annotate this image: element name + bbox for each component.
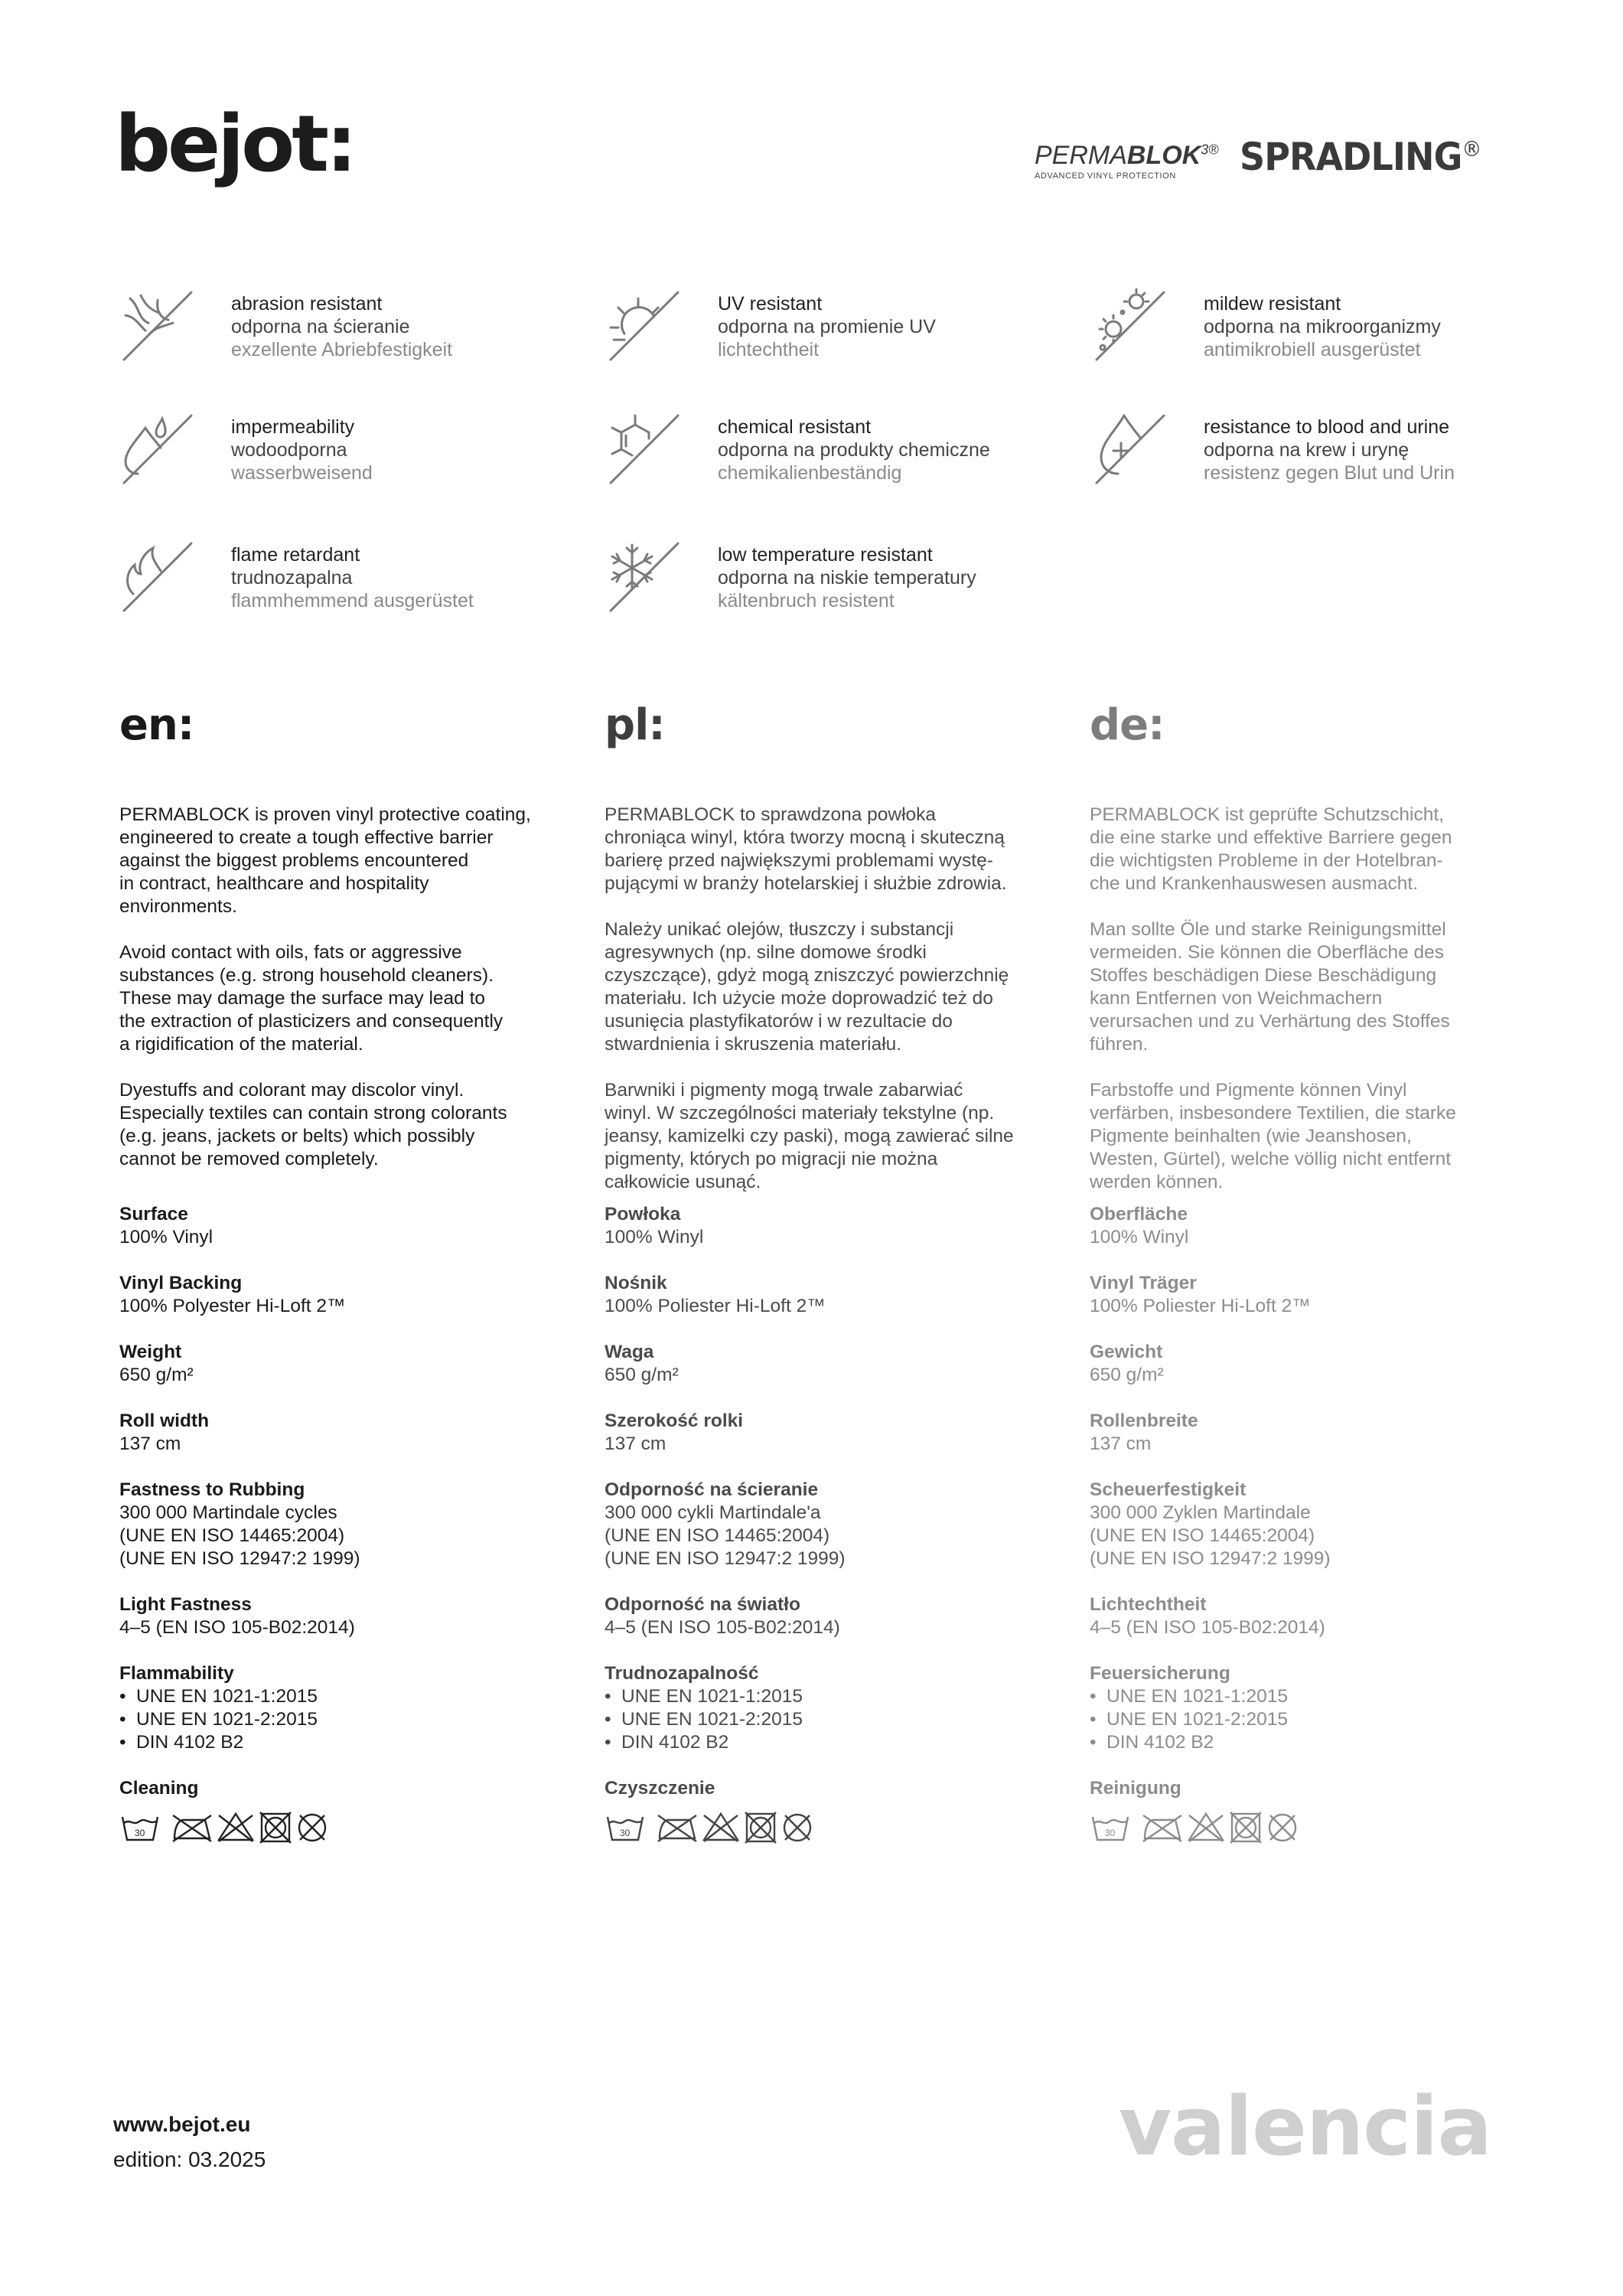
permablok-light: PERMA [1035, 141, 1127, 170]
svg-text:30: 30 [620, 1828, 631, 1838]
spec-heading: Czyszczenie [605, 1778, 715, 1799]
description-paragraph: PERMABLOCK ist geprüfte Schutzschicht, die eine starke und effektive Barriere gegen die wichtigsten Probleme in der Hotelbran- che und Krankenhauswesen ausmacht. [1090, 804, 1452, 894]
do-not-iron-icon [658, 1815, 696, 1841]
spec-roll-width [605, 1410, 1033, 1456]
care-symbols-row [605, 1808, 849, 1846]
do-not-tumble-dry-icon [1230, 1812, 1261, 1843]
spec-cleaning [605, 1777, 1033, 1848]
permablok-bold: BLOK [1126, 141, 1201, 170]
spec-value: 4–5 (EN ISO 105-B02:2014) [1090, 1617, 1325, 1638]
spec-cleaning [119, 1777, 548, 1848]
description-paragraph: Avoid contact with oils, fats or aggressive substances (e.g. strong household cleaners). These may damage the surface may lead to the extraction of plasticizers and consequently a rigidification of the material. [119, 942, 504, 1055]
website-link[interactable]: www.bejot.eu [113, 2112, 251, 2136]
water-drop-icon [115, 408, 199, 492]
flammability-item: • UNE EN 1021-1:2015 [1090, 1685, 1518, 1708]
spec-value: 137 cm [119, 1433, 181, 1454]
spradling-mark: ® [1462, 136, 1481, 161]
flammability-item: • UNE EN 1021-1:2015 [119, 1685, 548, 1708]
spec-surface [119, 1203, 548, 1249]
do-not-dry-clean-icon [299, 1815, 325, 1841]
spec-value: 650 g/m² [1090, 1365, 1164, 1385]
spec-surface [605, 1203, 1033, 1249]
spec-heading: Waga [605, 1342, 654, 1362]
feature-de: resistenz gegen Blut und Urin [1204, 462, 1455, 484]
column-de [1090, 700, 1518, 1217]
feature-pl: trudnozapalna [231, 567, 353, 589]
spec-value: 100% Winyl [1090, 1227, 1189, 1247]
blood-drop-icon [1087, 408, 1172, 492]
specs-de [1090, 1203, 1518, 1848]
feature-pl: odporna na niskie temperatury [718, 567, 976, 589]
flammability-item: • DIN 4102 B2 [1090, 1731, 1518, 1754]
spec-heading: Roll width [119, 1411, 210, 1431]
spec-weight [119, 1341, 548, 1387]
spec-heading: Szerokość rolki [605, 1411, 744, 1431]
spradling-logo [1240, 135, 1481, 179]
feature-en: chemical resistant [718, 416, 872, 438]
spec-light [119, 1593, 548, 1639]
spec-backing [1090, 1272, 1518, 1318]
spec-heading: Powłoka [605, 1204, 681, 1225]
spec-roll-width [1090, 1410, 1518, 1456]
flammability-item: • UNE EN 1021-2:2015 [119, 1708, 548, 1731]
spec-heading: Rollenbreite [1090, 1411, 1198, 1431]
language-label: de: [1090, 700, 1165, 750]
spec-flammability [605, 1662, 1033, 1754]
feature-de: flammhemmend ausgerüstet [231, 590, 474, 612]
feature-flame [115, 536, 543, 620]
specs-en [119, 1203, 548, 1848]
spec-heading: Fastness to Rubbing [119, 1479, 305, 1500]
permablok-logo [1035, 141, 1219, 181]
feature-uv [601, 285, 1030, 369]
do-not-bleach-icon [704, 1814, 738, 1841]
feature-pl: odporna na ścieranie [231, 316, 410, 338]
do-not-dry-clean-icon [1269, 1815, 1295, 1841]
flammability-item: • UNE EN 1021-2:2015 [605, 1708, 1033, 1731]
spec-backing [119, 1272, 548, 1318]
snowflake-icon [601, 536, 686, 620]
spec-heading: Vinyl Backing [119, 1273, 243, 1293]
spec-value: 300 000 cykli Martindale'a (UNE EN ISO 14465:2004) (UNE EN ISO 12947:2 1999) [605, 1502, 846, 1569]
flammability-item: • DIN 4102 B2 [605, 1731, 1033, 1754]
care-symbols [1090, 1808, 1518, 1848]
specs-pl [605, 1203, 1033, 1848]
spec-heading: Weight [119, 1342, 182, 1362]
spec-rubbing [605, 1479, 1033, 1570]
feature-mildew [1087, 285, 1516, 369]
feature-pl: odporna na krew i urynę [1204, 439, 1410, 461]
spec-rubbing [1090, 1479, 1518, 1570]
feature-en: abrasion resistant [231, 293, 383, 315]
do-not-dry-clean-icon [784, 1815, 810, 1841]
do-not-iron-icon [1143, 1815, 1181, 1841]
feature-en: mildew resistant [1204, 293, 1341, 315]
spec-heading: Vinyl Träger [1090, 1273, 1197, 1293]
product-name: valencia [1118, 2079, 1491, 2174]
feature-pl: odporna na mikroorganizmy [1204, 316, 1441, 338]
spec-heading: Nośnik [605, 1273, 667, 1293]
do-not-wash-icon [122, 1817, 158, 1840]
feature-low-temperature [601, 536, 1030, 620]
spec-value: 300 000 Zyklen Martindale (UNE EN ISO 14465:2004) (UNE EN ISO 12947:2 1999) [1090, 1502, 1331, 1569]
spec-value: 300 000 Martindale cycles (UNE EN ISO 14465:2004) (UNE EN ISO 12947:2 1999) [119, 1502, 360, 1569]
spec-flammability [119, 1662, 548, 1754]
description-paragraph: Barwniki i pigmenty mogą trwale zabarwiać winyl. W szczególności materiały tekstylne (np. jeansy, kamizelki czy paski), mogą zawierać silne pigmenty, których po migracji nie można całkowicie usunąć. [605, 1080, 1014, 1192]
spec-value: 100% Polyester Hi-Loft 2™ [119, 1296, 346, 1316]
spec-heading: Odporność na światło [605, 1594, 800, 1615]
permablok-tagline: ADVANCED VINYL PROTECTION [1035, 171, 1176, 181]
spec-backing [605, 1272, 1033, 1318]
do-not-tumble-dry-icon [260, 1812, 291, 1843]
spec-value: 137 cm [605, 1433, 666, 1454]
spec-light [605, 1593, 1033, 1639]
spec-heading: Lichtechtheit [1090, 1594, 1207, 1615]
do-not-wash-icon [608, 1817, 643, 1840]
care-symbols [119, 1808, 548, 1848]
feature-de: kältenbruch resistent [718, 590, 895, 612]
feature-de: chemikalienbeständig [718, 462, 902, 484]
column-pl [605, 700, 1033, 1217]
spec-heading: Feuersicherung [1090, 1663, 1230, 1684]
spec-value: 100% Poliester Hi-Loft 2™ [605, 1296, 826, 1316]
do-not-tumble-dry-icon [745, 1812, 776, 1843]
sun-icon [601, 285, 686, 369]
care-symbols [605, 1808, 1033, 1848]
do-not-bleach-icon [219, 1814, 253, 1841]
feature-en: UV resistant [718, 293, 823, 315]
spec-heading: Scheuerfestigkeit [1090, 1479, 1247, 1500]
spec-heading: Trudnozapalność [605, 1663, 759, 1684]
svg-text:30: 30 [1105, 1828, 1116, 1838]
description-paragraph: Dyestuffs and colorant may discolor vinyl. Especially textiles can contain strong colorants (e.g. jeans, jackets or belts) which possibly cannot be removed completely. [119, 1080, 507, 1169]
spec-flammability [1090, 1662, 1518, 1754]
flame-icon [115, 536, 199, 620]
chemical-icon [601, 408, 686, 492]
spec-surface [1090, 1203, 1518, 1249]
feature-de: wasserbweisend [231, 462, 373, 484]
column-en [119, 700, 548, 1194]
description-paragraph: Farbstoffe und Pigmente können Vinyl verfärben, insbesondere Textilien, die starke Pigmente beinhalten (wie Jeanshosen, Westen, Gürtel), welche völlig nicht entfernt werden können. [1090, 1080, 1456, 1192]
description-paragraph: PERMABLOCK is proven vinyl protective coating, engineered to create a tough effective barrier against the biggest problems encountered in contract, healthcare and hospitality environments. [119, 804, 531, 917]
spec-heading: Light Fastness [119, 1594, 252, 1615]
brand-logo: bejot: [115, 99, 354, 190]
abrasion-icon [115, 285, 199, 369]
spec-value: 650 g/m² [119, 1365, 194, 1385]
do-not-iron-icon [173, 1815, 211, 1841]
feature-en: impermeability [231, 416, 355, 438]
microbe-icon [1087, 285, 1172, 369]
edition-label: edition: 03.2025 [113, 2148, 266, 2171]
spradling-name: SPRADLING [1240, 135, 1462, 179]
do-not-bleach-icon [1189, 1814, 1223, 1841]
do-not-wash-icon [1093, 1817, 1128, 1840]
spec-heading: Oberfläche [1090, 1204, 1188, 1225]
spec-roll-width [119, 1410, 548, 1456]
feature-impermeability [115, 408, 543, 492]
feature-en: low temperature resistant [718, 544, 933, 566]
flammability-item: • UNE EN 1021-2:2015 [1090, 1708, 1518, 1731]
feature-pl: odporna na promienie UV [718, 316, 936, 338]
description-paragraph: PERMABLOCK to sprawdzona powłoka chroniąca winyl, która tworzy mocną i skuteczną barierę przed największymi problemami wystę- pującymi w branży hotelarskiej i służbie zdrowia. [605, 804, 1007, 894]
care-symbols-row [119, 1808, 364, 1846]
feature-blood-urine [1087, 408, 1516, 492]
feature-en: resistance to blood and urine [1204, 416, 1450, 438]
spec-light [1090, 1593, 1518, 1639]
language-label: en: [119, 700, 194, 750]
spec-heading: Surface [119, 1204, 188, 1225]
permablok-sup: 3® [1201, 142, 1219, 158]
feature-de: antimikrobiell ausgerüstet [1204, 339, 1421, 360]
flammability-item: • UNE EN 1021-1:2015 [605, 1685, 1033, 1708]
spec-value: 100% Poliester Hi-Loft 2™ [1090, 1296, 1311, 1316]
spec-value: 137 cm [1090, 1433, 1152, 1454]
spec-weight [1090, 1341, 1518, 1387]
spec-value: 100% Winyl [605, 1227, 704, 1247]
spec-value: 650 g/m² [605, 1365, 679, 1385]
feature-de: lichtechtheit [718, 339, 820, 360]
spec-value: 100% Vinyl [119, 1227, 213, 1247]
spec-heading: Cleaning [119, 1778, 199, 1799]
spec-weight [605, 1341, 1033, 1387]
feature-de: exzellente Abriebfestigkeit [231, 339, 453, 360]
spec-rubbing [119, 1479, 548, 1570]
spec-heading: Reinigung [1090, 1778, 1181, 1799]
feature-pl: odporna na produkty chemiczne [718, 439, 990, 461]
feature-chemical [601, 408, 1030, 492]
spec-heading: Odporność na ścieranie [605, 1479, 819, 1500]
spec-heading: Gewicht [1090, 1342, 1163, 1362]
language-label: pl: [605, 700, 665, 750]
description-paragraph: Należy unikać olejów, tłuszczy i substancji agresywnych (np. silne domowe środki czyszczące), gdyż mogą zniszczyć powierzchnię materiału. Ich użycie może doprowadzić też do usunięcia plastyfikatorów i w rezultacie do stwardnienia i skruszenia materiału. [605, 919, 1009, 1055]
spec-heading: Flammability [119, 1663, 234, 1684]
description-paragraph: Man sollte Öle und starke Reinigungsmittel vermeiden. Sie können die Oberfläche des Stoffes beschädigen Diese Beschädigung kann Entfernen von Weichmachern verursachen und zu Verhärtung des Stoffes führen. [1090, 919, 1450, 1055]
care-symbols-row [1090, 1808, 1335, 1846]
feature-abrasion [115, 285, 543, 369]
svg-text:30: 30 [135, 1828, 145, 1838]
spec-value: 4–5 (EN ISO 105-B02:2014) [605, 1617, 840, 1638]
feature-pl: wodoodporna [231, 439, 347, 461]
spec-cleaning [1090, 1777, 1518, 1848]
flammability-item: • DIN 4102 B2 [119, 1731, 548, 1754]
feature-en: flame retardant [231, 544, 360, 566]
spec-value: 4–5 (EN ISO 105-B02:2014) [119, 1617, 355, 1638]
